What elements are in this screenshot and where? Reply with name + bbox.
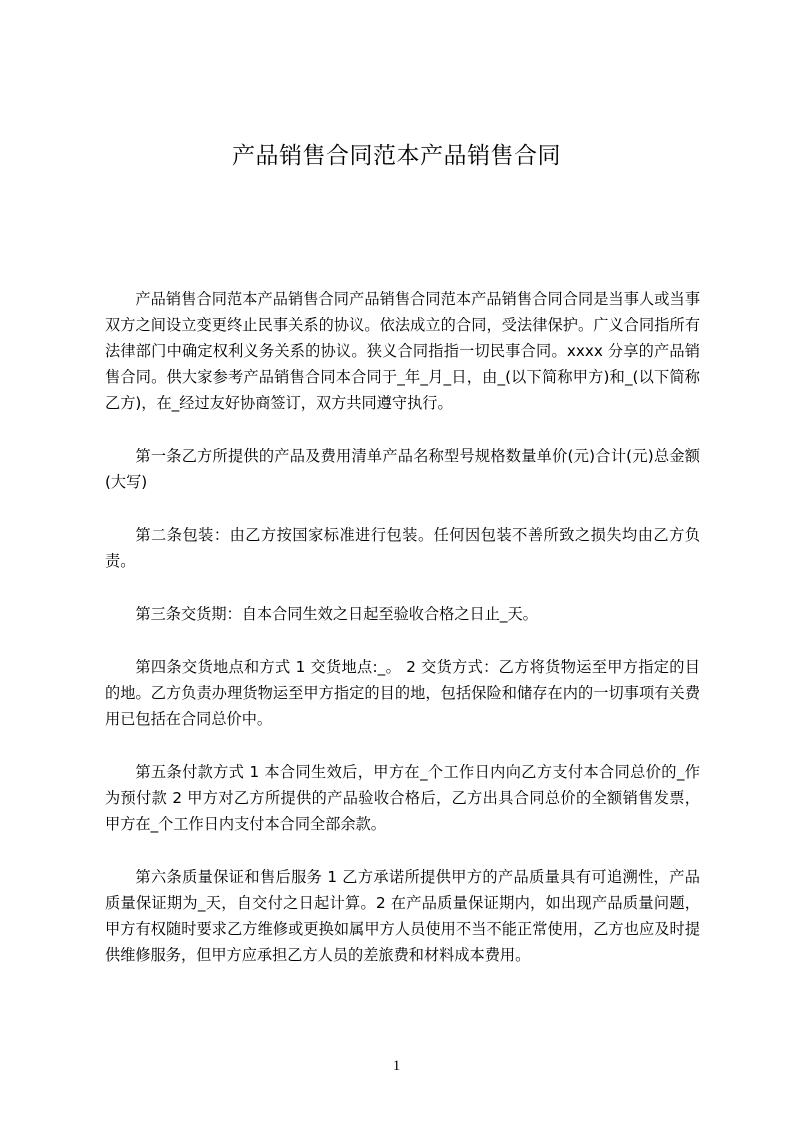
paragraph-article-3: 第三条交货期：自本合同生效之日起至验收合格之日止_天。 <box>135 605 538 623</box>
document-title: 产品销售合同范本产品销售合同 <box>232 143 561 169</box>
paragraph-intro: 产品销售合同范本产品销售合同产品销售合同范本产品销售合同合同是当事人或当事双方之间设立变更终止民事关系的协议。依法成立的合同，受法律保护。广义合同指所有法律部门中确定权利义务关系的协议。狭义合同指指一切民事合同。xxxx 分享的产品销售合同。供大家参考产品销售合同本合同于_年_月_日，由_(以下简称甲方)和_(以下简称乙方)，在_经过友好协商签订，双方共同遵守执行。 <box>105 290 700 412</box>
paragraph-article-2: 第二条包装：由乙方按国家标准进行包装。任何因包装不善所致之损失均由乙方负责。 <box>105 526 700 570</box>
paragraph-article-1: 第一条乙方所提供的产品及费用清单产品名称型号规格数量单价(元)合计(元)总金额(大写) <box>105 447 700 491</box>
paragraph-article-4: 第四条交货地点和方式 1 交货地点:_。 2 交货方式：乙方将货物运至甲方指定的目的地。乙方负责办理货物运至甲方指定的目的地，包括保险和储存在内的一切事项有关费用已包括在合同总价中。 <box>105 658 700 728</box>
paragraph-article-5: 第五条付款方式 1 本合同生效后，甲方在_个工作日内向乙方支付本合同总价的_作为预付款 2 甲方对乙方所提供的产品验收合格后，乙方出具合同总价的全额销售发票，甲方在_个工作日内支付本合同全部余款。 <box>105 763 700 833</box>
page-number: 1 <box>392 1058 401 1074</box>
paragraph-article-6: 第六条质量保证和售后服务 1 乙方承诺所提供甲方的产品质量具有可追溯性，产品质量保证期为_天，自交付之日起计算。2 在产品质量保证期内，如出现产品质量问题，甲方有权随时要求乙方维修或更换如属甲方人员使用不当不能正常使用，乙方也应及时提供维修服务，但甲方应承担乙方人员的差旅费和材料成本费用。 <box>105 868 700 964</box>
document-body <box>105 286 700 995</box>
